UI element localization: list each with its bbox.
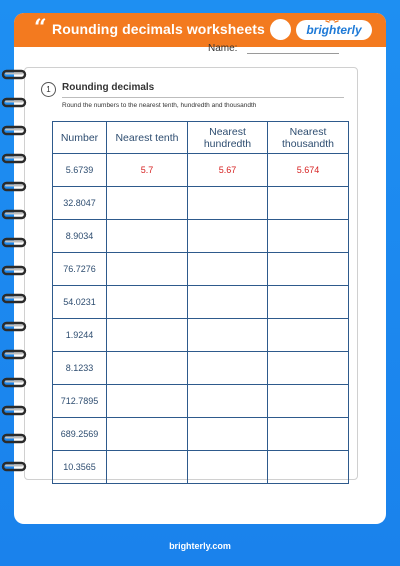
number-cell: 689.2569 [53, 418, 107, 451]
spiral-ring-icon [0, 208, 28, 222]
number-cell: 76.7276 [53, 253, 107, 286]
exercise-title: Rounding decimals [62, 82, 155, 93]
spiral-ring-icon [0, 292, 28, 306]
spiral-ring-icon [0, 460, 28, 474]
answer-cell[interactable] [107, 319, 188, 352]
header-nearest-thousandth: Nearest thousandth [268, 122, 349, 154]
table-row [53, 451, 349, 484]
exercise-number: 1 [41, 82, 56, 97]
number-cell: 8.9034 [53, 220, 107, 253]
answer-cell[interactable] [188, 187, 268, 220]
answer-cell[interactable] [268, 187, 349, 220]
sun-spark-icon [325, 16, 339, 24]
number-cell: 5.6739 [53, 154, 107, 187]
title-divider [62, 97, 344, 98]
answer-cell[interactable] [268, 286, 349, 319]
quote-icon: “ [34, 15, 47, 41]
rounding-table [52, 121, 349, 484]
table-row [53, 154, 349, 187]
answer-cell[interactable]: 5.674 [268, 154, 349, 187]
table-header-row [53, 122, 349, 154]
table-row [53, 286, 349, 319]
answer-cell[interactable]: 5.7 [107, 154, 188, 187]
header-nearest-hundredth: Nearest hundredth [188, 122, 268, 154]
brand-logo [296, 20, 372, 40]
spiral-ring-icon [0, 320, 28, 334]
table-row [53, 385, 349, 418]
number-cell: 32.8047 [53, 187, 107, 220]
answer-cell[interactable] [268, 319, 349, 352]
brand-name: brighterly [306, 23, 362, 37]
worksheet-title: Rounding decimals worksheets [52, 21, 265, 37]
title-banner [14, 13, 386, 47]
answer-cell[interactable] [188, 220, 268, 253]
answer-cell[interactable] [268, 418, 349, 451]
answer-cell[interactable] [268, 352, 349, 385]
table-row [53, 187, 349, 220]
spiral-ring-icon [0, 180, 28, 194]
spiral-ring-icon [0, 124, 28, 138]
number-cell: 54.0231 [53, 286, 107, 319]
number-cell: 8.1233 [53, 352, 107, 385]
name-line [247, 53, 339, 54]
answer-cell[interactable] [268, 253, 349, 286]
answer-cell[interactable] [107, 286, 188, 319]
table-row [53, 220, 349, 253]
spiral-ring-icon [0, 96, 28, 110]
answer-cell[interactable] [188, 286, 268, 319]
number-cell: 10.3565 [53, 451, 107, 484]
answer-cell[interactable] [268, 220, 349, 253]
spiral-ring-icon [0, 68, 28, 82]
banner-circle-decoration [270, 19, 291, 40]
name-label: Name: [208, 43, 238, 54]
answer-cell[interactable] [107, 352, 188, 385]
answer-cell[interactable] [107, 187, 188, 220]
spiral-ring-icon [0, 264, 28, 278]
table-row [53, 352, 349, 385]
number-cell: 712.7895 [53, 385, 107, 418]
footer-site-url[interactable]: brighterly.com [169, 541, 231, 551]
answer-cell[interactable] [188, 352, 268, 385]
answer-cell[interactable] [107, 451, 188, 484]
spiral-ring-icon [0, 432, 28, 446]
answer-cell[interactable] [188, 451, 268, 484]
spiral-ring-icon [0, 236, 28, 250]
answer-cell[interactable] [188, 319, 268, 352]
spiral-ring-icon [0, 404, 28, 418]
answer-cell[interactable] [268, 385, 349, 418]
table-row [53, 418, 349, 451]
answer-cell[interactable] [107, 253, 188, 286]
answer-cell[interactable]: 5.67 [188, 154, 268, 187]
answer-cell[interactable] [107, 220, 188, 253]
answer-cell[interactable] [107, 418, 188, 451]
header-number: Number [53, 122, 107, 154]
answer-cell[interactable] [268, 451, 349, 484]
answer-cell[interactable] [188, 253, 268, 286]
spiral-ring-icon [0, 348, 28, 362]
table-row [53, 253, 349, 286]
answer-cell[interactable] [107, 385, 188, 418]
spiral-ring-icon [0, 152, 28, 166]
answer-cell[interactable] [188, 385, 268, 418]
answer-cell[interactable] [188, 418, 268, 451]
header-nearest-tenth: Nearest tenth [107, 122, 188, 154]
number-cell: 1.9244 [53, 319, 107, 352]
table-row [53, 319, 349, 352]
exercise-instructions: Round the numbers to the nearest tenth, hundredth and thousandth [62, 102, 257, 109]
spiral-ring-icon [0, 376, 28, 390]
